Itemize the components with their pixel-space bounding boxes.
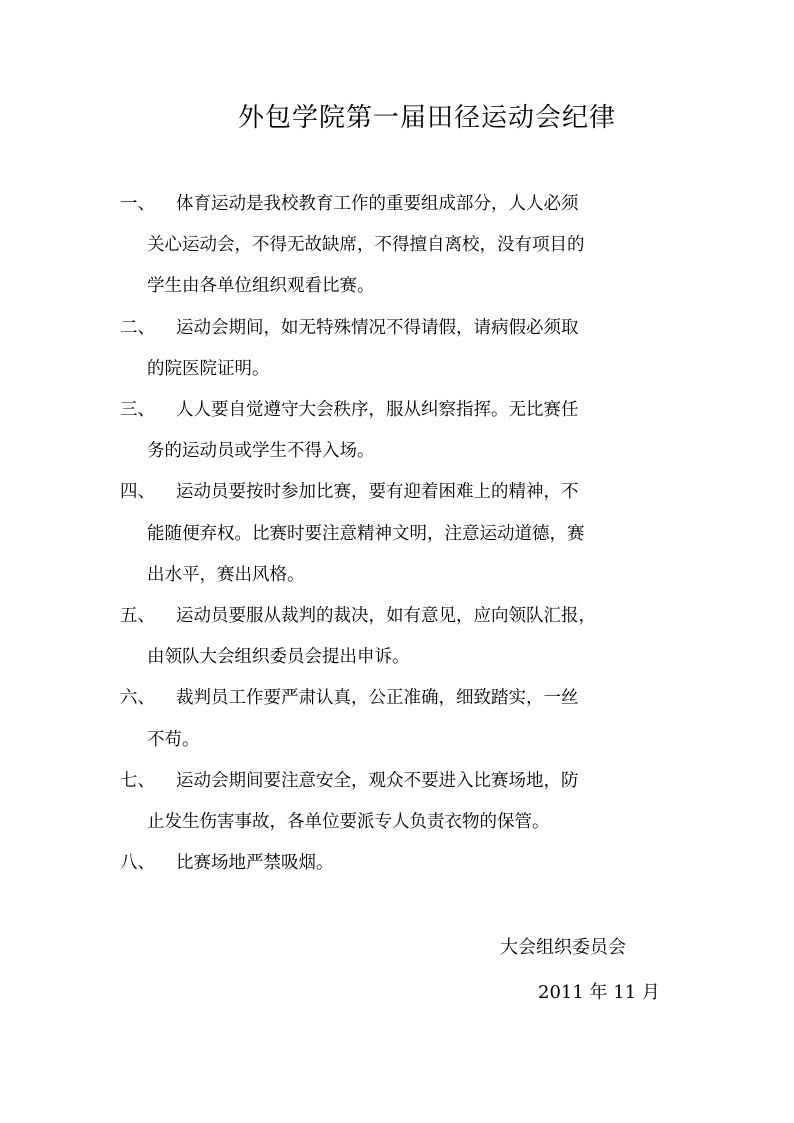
article-list [118,184,690,884]
article-item [118,308,690,390]
article-line: 能随便弃权。比赛时要注意精神文明，注意运动道德，赛 [147,523,585,544]
article-item [118,843,690,884]
article-number: 七、 [120,770,155,791]
article-item [118,678,690,760]
article-line: 的院医院证明。 [147,358,270,379]
article-number: 一、 [120,194,155,214]
article-number: 八、 [120,853,155,874]
article-line: 体育运动是我校教育工作的重要组成部分，人人必须 [176,194,579,214]
article-item [118,184,690,308]
article-line: 由领队大会组织委员会提出申诉。 [147,647,410,668]
article-line: 裁判员工作要严肃认真，公正准确，细致踏实，一丝 [176,688,579,709]
article-number: 四、 [120,482,155,503]
article-number: 五、 [120,606,155,627]
article-item [118,390,690,472]
article-line: 运动员要按时参加比赛，要有迎着困难上的精神，不 [176,482,579,503]
article-number: 二、 [120,317,155,338]
article-line: 学生由各单位组织观看比赛。 [147,276,375,297]
article-line: 出水平，赛出风格。 [147,564,305,585]
article-line: 比赛场地严禁吸烟。 [176,853,334,874]
article-line: 止发生伤害事故，各单位要派专人负责衣物的保管。 [147,812,550,833]
article-line: 务的运动员或学生不得入场。 [147,441,375,462]
article-line: 运动员要服从裁判的裁决，如有意见，应向领队汇报， [176,606,596,627]
article-line: 运动会期间要注意安全，观众不要进入比赛场地，防 [176,770,579,791]
article-item [118,761,690,843]
article-number: 六、 [120,688,155,709]
document-title: 外包学院第一届田径运动会纪律 [237,103,616,133]
article-line: 关心运动会，不得无故缺席，不得擅自离校，没有项目的 [147,235,585,256]
article-line: 不苟。 [147,729,200,750]
article-line: 运动会期间，如无特殊情况不得请假，请病假必须取 [176,317,579,338]
article-line: 人人要自觉遵守大会秩序，服从纠察指挥。无比赛任 [176,400,579,421]
article-item [118,472,690,596]
signature: 大会组织委员会 [500,937,626,958]
article-item [118,596,690,678]
article-number: 三、 [120,400,155,421]
document-date: 2011 年 11 月 [538,982,660,1003]
